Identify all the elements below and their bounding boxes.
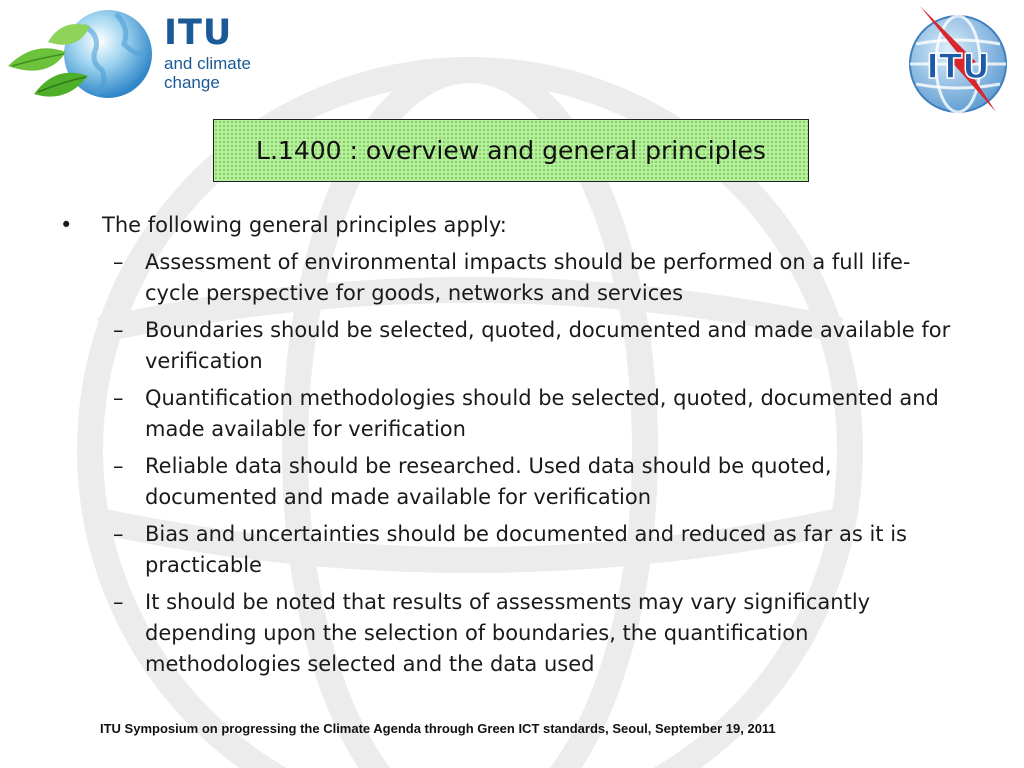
dash-marker: – <box>113 386 124 410</box>
logo-brand-text: ITU <box>164 13 233 53</box>
dash-marker: – <box>113 454 124 478</box>
itu-emblem <box>902 4 1012 116</box>
sub-bullet-item <box>113 519 958 581</box>
itu-climate-logo <box>4 4 274 104</box>
sub-bullet-text: It should be noted that results of assessments may vary significantly depending upon the selection of boundaries, the quantification methodologies selected and the data used <box>145 590 871 676</box>
slide-title: L.1400 : overview and general principles <box>256 136 766 165</box>
sub-bullet-item <box>113 315 958 377</box>
sub-bullet-text: Bias and uncertainties should be documented and reduced as far as it is practicable <box>145 522 907 577</box>
slide-title-box <box>213 119 809 182</box>
sub-bullet-text: Boundaries should be selected, quoted, documented and made available for verification <box>145 318 951 373</box>
dash-marker: – <box>113 318 124 342</box>
sub-bullet-item <box>113 587 958 680</box>
main-bullet <box>58 210 958 241</box>
logo-subtitle-line1: and climate <box>164 54 251 73</box>
itu-globe-icon <box>902 4 1012 116</box>
sub-bullet-text: Assessment of environmental impacts should be performed on a full life-cycle perspective for goods, networks and services <box>145 250 911 305</box>
globe-leaves-icon <box>4 4 164 104</box>
logo-subtitle-line2: change <box>164 73 220 92</box>
sub-bullet-item <box>113 247 958 309</box>
sub-bullet-text: Reliable data should be researched. Used data should be quoted, documented and made available for verification <box>145 454 832 509</box>
emblem-brand-text: ITU <box>926 47 990 87</box>
sub-bullet-list <box>113 247 958 680</box>
main-bullet-text: The following general principles apply: <box>102 213 507 237</box>
slide-footer: ITU Symposium on progressing the Climate Agenda through Green ICT standards, Seoul, September 19, 2011 <box>100 721 776 736</box>
sub-bullet-item <box>113 383 958 445</box>
dash-marker: – <box>113 522 124 546</box>
sub-bullet-text: Quantification methodologies should be selected, quoted, documented and made available for verification <box>145 386 939 441</box>
logo-subtitle <box>164 54 251 92</box>
bullet-marker: • <box>60 213 73 237</box>
sub-bullet-item <box>113 451 958 513</box>
slide-content <box>58 210 958 686</box>
dash-marker: – <box>113 590 124 614</box>
dash-marker: – <box>113 250 124 274</box>
